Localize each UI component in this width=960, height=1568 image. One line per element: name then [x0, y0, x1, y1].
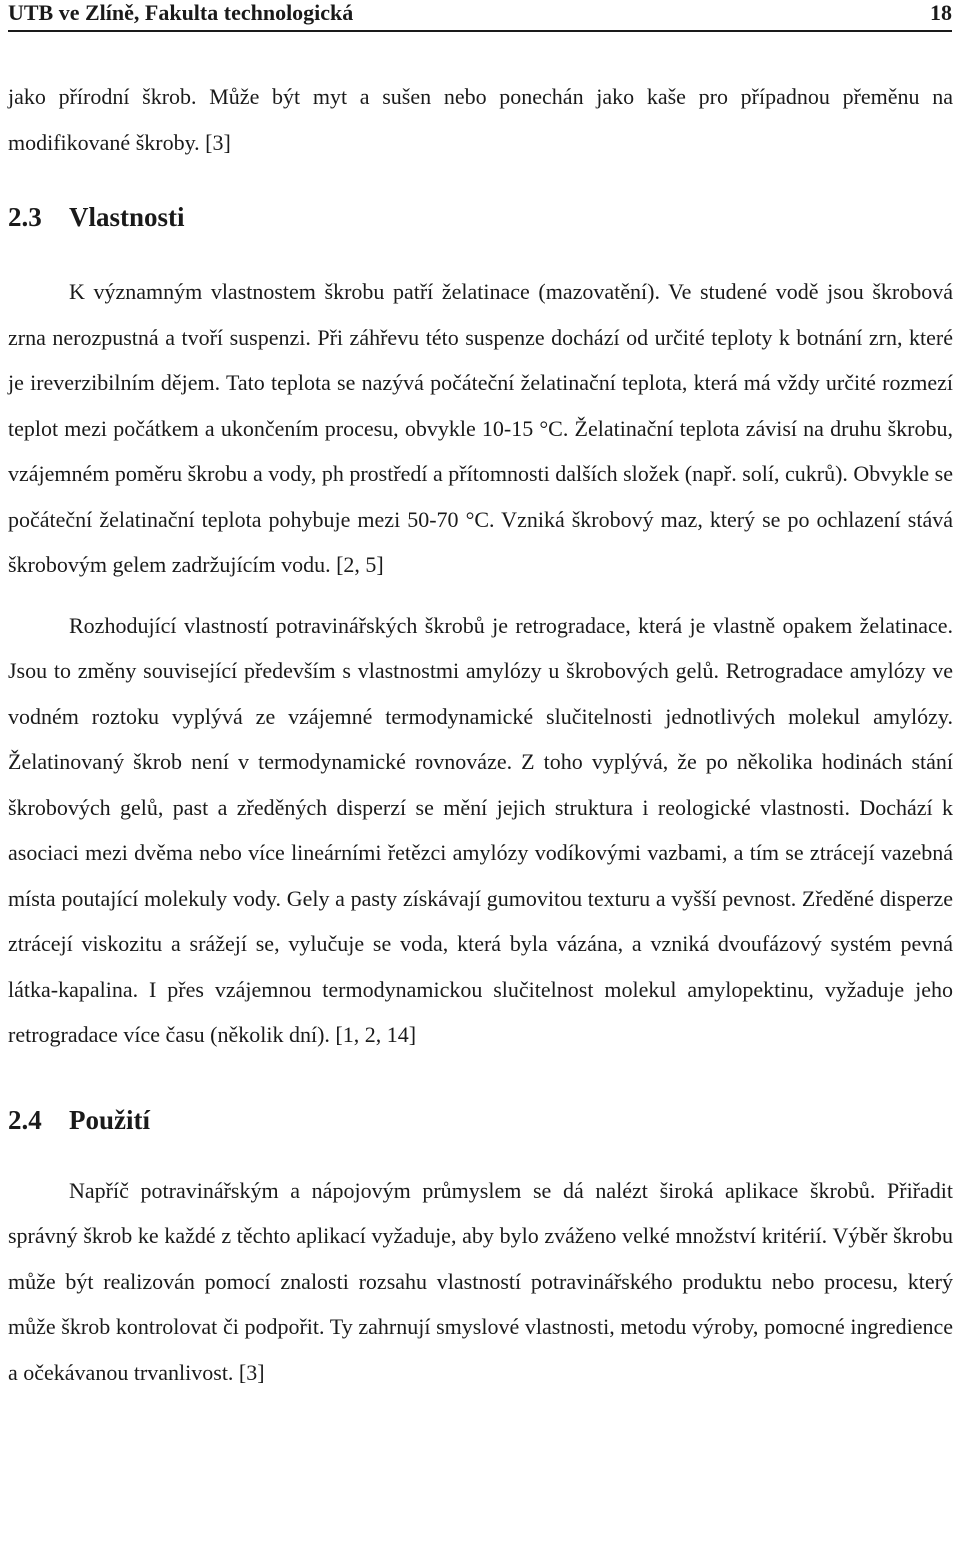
paragraph-gelatinization: K významným vlastnostem škrobu patří želatinace (mazovatění). Ve studené vodě jsou škrobová zrna nerozpustná a tvoří suspenzi. Při záhřevu této suspenze dochází od určité teploty k botnání zrn, které je ireverzibilním dějem. Tato teplota se nazývá počáteční želatinační teplota, která má vždy určité rozmezí teplot mezi počátkem a ukončením procesu, obvykle 10-15 °C. Želatinační teplota závisí na druhu škrobu, vzájemném poměru škrobu a vody, ph prostředí a přítomnosti dalších složek (např. solí, cukrů). Obvykle se počáteční želatinační teplota pohybuje mezi 50-70 °C. Vzniká škrobový maz, který se po ochlazení stává škrobovým gelem zadržujícím vodu. [2, 5]	[8, 279, 953, 577]
section-number: 2.4	[8, 1104, 42, 1135]
section-title: Vlastnosti	[69, 202, 185, 232]
section-heading-vlastnosti	[8, 197, 953, 237]
page-header	[8, 0, 952, 32]
section-number: 2.3	[8, 202, 42, 232]
page-number: 18	[930, 0, 952, 25]
document-body	[8, 74, 953, 1395]
section-heading-pouziti	[8, 1100, 953, 1140]
continued-paragraph: jako přírodní škrob. Může být myt a sušen nebo ponechán jako kaše pro případnou přeměnu na modifikované škroby. [3]	[8, 84, 953, 155]
header-title: UTB ve Zlíně, Fakulta technologická	[8, 0, 354, 25]
paragraph-retrogradation: Rozhodující vlastností potravinářských škrobů je retrogradace, která je vlastně opakem želatinace. Jsou to změny související především s vlastnostmi amylózy u škrobových gelů. Retrogradace amylózy ve vodném roztoku vyplývá ze vzájemné termodynamické slučitelnosti jednotlivých molekul amylózy. Želatinovaný škrob není v termodynamické rovnováze. Z toho vyplývá, že po několika hodinách stání škrobových gelů, past a zředěných disperzí se mění jejich struktura i reologické vlastnosti. Dochází k asociaci mezi dvěma nebo více lineárními řetězci amylózy vodíkovými vazbami, a tím se ztrácejí vazebná místa poutající molekuly vody. Gely a pasty získávají gumovitou texturu a vyšší pevnost. Zředěné disperze ztrácejí viskozitu a srážejí se, vylučuje se voda, která byla vázána, a vzniká dvoufázový systém pevná látka-kapalina. I přes vzájemnou termodynamickou slučitelnost molekul amylopektinu, vyžaduje jeho retrogradace více času (několik dní). [1, 2, 14]	[8, 612, 953, 1047]
section-title: Použití	[69, 1104, 150, 1135]
paragraph-usage: Napříč potravinářským a nápojovým průmyslem se dá nalézt široká aplikace škrobů. Přiřadit správný škrob ke každé z těchto aplikací vyžaduje, aby bylo zváženo velké množství kritérií. Výběr škrobu může být realizován pomocí znalosti rozsahu vlastností potravinářského produktu nebo procesu, který může škrob kontrolovat či podpořit. Ty zahrnují smyslové vlastnosti, metodu výroby, pomocné ingredience a očekávanou trvanlivost. [3]	[8, 1177, 953, 1385]
